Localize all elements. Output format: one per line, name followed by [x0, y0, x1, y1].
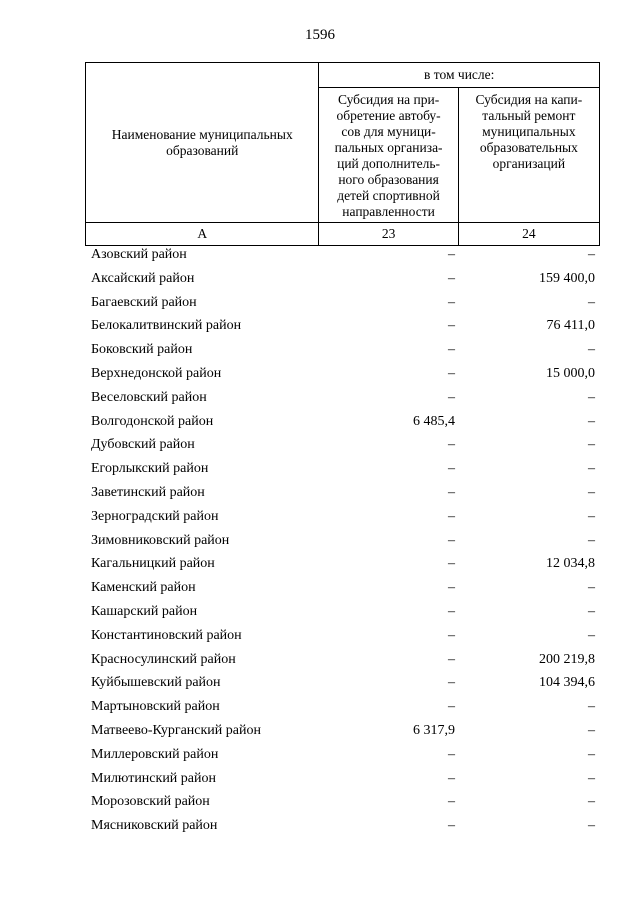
row-value-24: – [588, 413, 595, 429]
row-name: Морозовский район [91, 794, 210, 810]
table-row [85, 243, 600, 267]
row-name: Милютинский район [91, 770, 217, 786]
row-value-24: – [588, 818, 595, 834]
row-value-23: – [448, 389, 455, 405]
page-number: 1596 [305, 27, 335, 43]
row-name: Белокалитвинский район [91, 318, 242, 334]
table-row [85, 433, 600, 457]
table-row [85, 671, 600, 695]
row-name: Верхнедонской район [91, 365, 222, 381]
table-row [85, 386, 600, 410]
row-value-24: – [588, 770, 595, 786]
table-row [85, 719, 600, 743]
header-col23-line: детей спортивной [337, 188, 440, 203]
table-row [85, 624, 600, 648]
row-value-23: – [448, 270, 455, 286]
header-col23-line: сов для муници- [341, 124, 436, 139]
table-row [85, 790, 600, 814]
row-value-24: – [588, 794, 595, 810]
header-col24-title [458, 88, 599, 223]
row-value-24: – [588, 247, 595, 262]
header-col24-line: образовательных [479, 140, 578, 155]
table-row [85, 410, 600, 434]
row-value-24: – [588, 603, 595, 619]
row-value-23: – [448, 603, 455, 619]
row-name: Зерноградский район [91, 508, 219, 524]
row-name: Веселовский район [91, 389, 207, 405]
header-col24-line: тальный ремонт [482, 108, 576, 123]
table-body [85, 243, 600, 838]
header-col-23: 23 [319, 223, 458, 246]
row-name: Куйбышевский район [91, 675, 221, 691]
row-value-23: – [448, 675, 455, 691]
table-row [85, 552, 600, 576]
row-value-24: – [588, 437, 595, 453]
row-value-24: – [588, 746, 595, 762]
row-value-23: – [448, 294, 455, 310]
row-name: Дубовский район [91, 437, 195, 453]
row-value-24: 76 411,0 [546, 318, 595, 334]
row-value-24: – [588, 532, 595, 548]
table-row [85, 505, 600, 529]
header-col23-line: обретение автобу- [336, 108, 441, 123]
row-value-23: – [448, 818, 455, 834]
row-value-23: – [448, 365, 455, 381]
row-value-24: – [588, 627, 595, 643]
row-value-23: – [448, 461, 455, 477]
row-name: Мартыновский район [91, 699, 220, 715]
row-value-23: – [448, 770, 455, 786]
table-row [85, 267, 600, 291]
row-value-24: – [588, 461, 595, 477]
row-name: Матвеево-Курганский район [91, 722, 261, 738]
table-row [85, 600, 600, 624]
row-value-23: 6 485,4 [413, 413, 455, 429]
row-value-24: 15 000,0 [546, 365, 595, 381]
row-name: Волгодонской район [91, 413, 214, 429]
table-row [85, 338, 600, 362]
row-value-24: – [588, 389, 595, 405]
row-name: Заветинский район [91, 484, 205, 500]
row-value-23: – [448, 437, 455, 453]
row-name: Красносулинский район [91, 651, 236, 667]
table-row [85, 814, 600, 838]
table-row [85, 291, 600, 315]
row-value-24: – [588, 580, 595, 596]
table-row [85, 767, 600, 791]
row-value-24: – [588, 294, 595, 310]
row-value-23: – [448, 247, 455, 262]
row-value-24: 200 219,8 [539, 651, 595, 667]
header-col-24: 24 [458, 223, 599, 246]
header-including: в том числе: [319, 63, 600, 88]
row-name: Зимовниковский район [91, 532, 230, 548]
row-value-24: – [588, 699, 595, 715]
row-value-23: – [448, 746, 455, 762]
row-name: Кашарский район [91, 603, 198, 619]
header-col-a: А [86, 223, 319, 246]
row-name: Мясниковский район [91, 818, 218, 834]
row-name: Боковский район [91, 342, 193, 358]
table-row [85, 362, 600, 386]
row-value-23: – [448, 699, 455, 715]
row-name: Багаевский район [91, 294, 197, 310]
row-value-23: – [448, 484, 455, 500]
header-col23-line: ций дополнитель- [337, 156, 441, 171]
table-row [85, 529, 600, 553]
header-col23-line: пальных организа- [334, 140, 443, 155]
row-value-24: 104 394,6 [539, 675, 595, 691]
row-name: Егорлыкский район [91, 461, 209, 477]
row-name: Кагальницкий район [91, 556, 215, 572]
table-row [85, 314, 600, 338]
row-value-23: – [448, 580, 455, 596]
table-row [85, 481, 600, 505]
header-col24-line: Субсидия на капи- [475, 92, 583, 107]
row-value-24: 159 400,0 [539, 270, 595, 286]
row-value-23: – [448, 532, 455, 548]
header-col24-line: муниципальных [482, 124, 576, 139]
row-value-23: – [448, 342, 455, 358]
header-name-column: Наименование муниципальных образований [86, 63, 319, 223]
row-value-23: – [448, 627, 455, 643]
header-col23-line: направленности [342, 204, 435, 219]
header-col23-title [319, 88, 458, 223]
table-row [85, 457, 600, 481]
row-value-23: – [448, 318, 455, 334]
row-value-24: – [588, 722, 595, 738]
table-row [85, 576, 600, 600]
header-col23-line: ного образования [338, 172, 439, 187]
row-value-24: – [588, 508, 595, 524]
row-value-23: 6 317,9 [413, 722, 455, 738]
row-name: Каменский район [91, 580, 196, 596]
table-row [85, 743, 600, 767]
row-value-23: – [448, 556, 455, 572]
table-row [85, 695, 600, 719]
table-row [85, 648, 600, 672]
row-value-23: – [448, 794, 455, 810]
row-value-24: – [588, 484, 595, 500]
row-name: Аксайский район [91, 270, 195, 286]
row-value-24: 12 034,8 [546, 556, 595, 572]
row-value-23: – [448, 508, 455, 524]
table-header [85, 62, 600, 246]
row-name: Азовский район [91, 247, 187, 262]
header-col24-line: организаций [492, 156, 566, 171]
row-name: Константиновский район [91, 627, 242, 643]
row-value-23: – [448, 651, 455, 667]
row-value-24: – [588, 342, 595, 358]
header-col23-line: Субсидия на при- [337, 92, 440, 107]
row-name: Миллеровский район [91, 746, 219, 762]
